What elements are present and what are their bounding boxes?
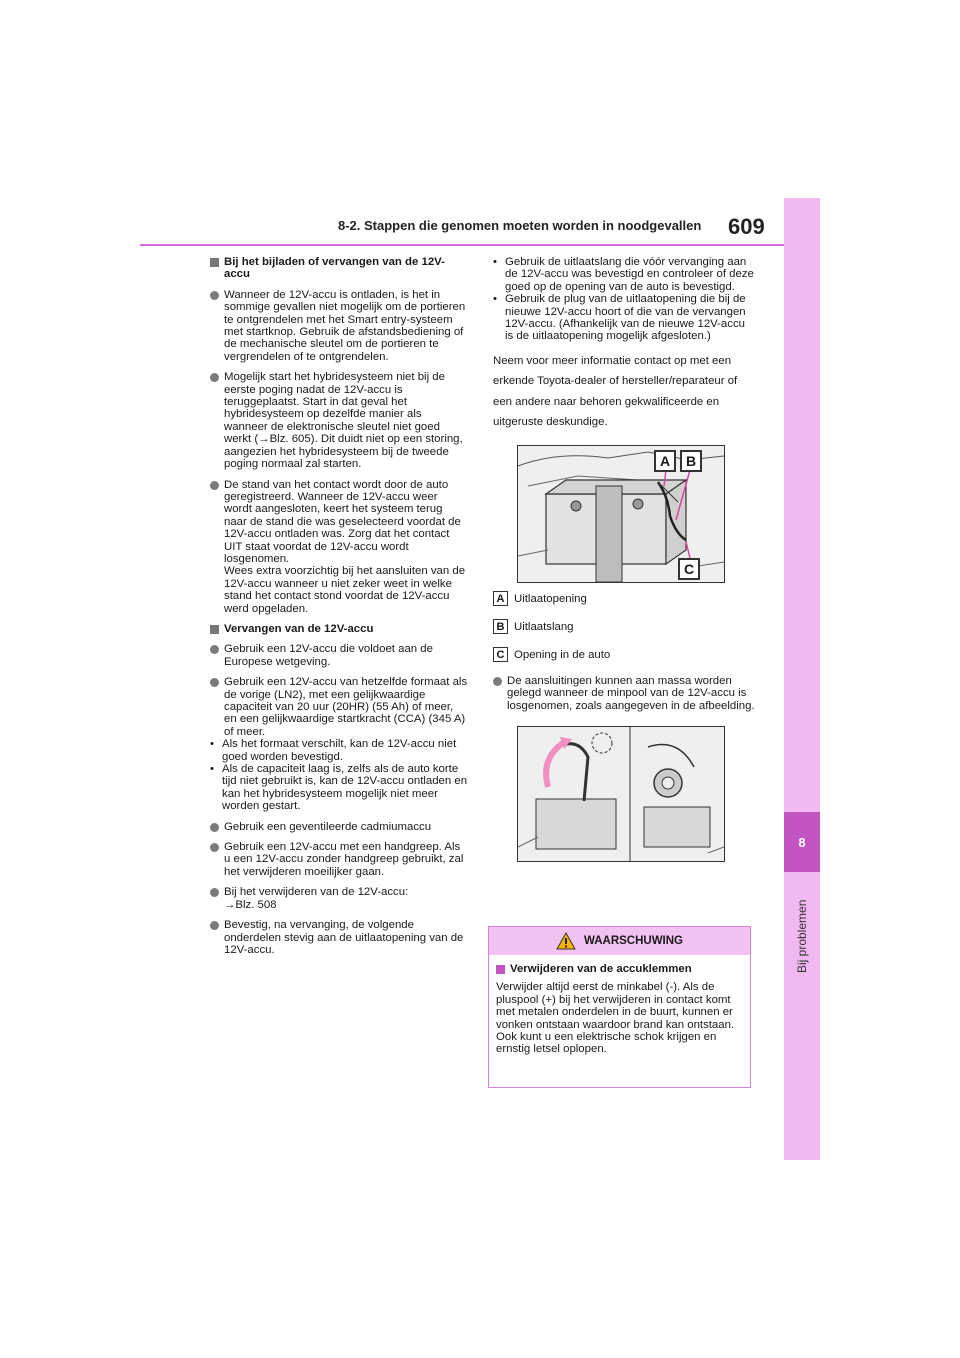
sub-list-item: • Als het formaat verschilt, kan de 12V-accu niet goed worden bevestigd. <box>210 738 457 763</box>
battery-vent-illustration <box>517 445 725 583</box>
legend-letter-b: B <box>493 619 508 634</box>
bullet-dot-icon <box>210 888 219 897</box>
bullet-dot-icon <box>210 373 219 382</box>
heading-square-icon <box>210 625 219 634</box>
section-heading: Vervangen van de 12V-accu <box>210 623 468 635</box>
warning-triangle-icon <box>556 932 576 950</box>
bullet-dot-icon <box>210 645 219 654</box>
list-item: De stand van het contact wordt door de auto geregistreerd. Wanneer de 12V-accu weer wordt aangesloten, keert het systeem terug naar de stand die was geselecteerd voordat de 12V-accu ontladen was. Zorg dat het contact UIT staat voordat de 12V-accu wordt losgenomen. Wees extra voorzichtig bij het aansluiten van de 12V-accu wanneer u niet zeker weet in welke stand het contact stond voordat de 12V-accu werd opgeladen. <box>210 479 468 615</box>
legend-item: C Opening in de auto <box>493 647 755 663</box>
chapter-label: Bij problemen <box>795 899 809 973</box>
sub-list-item: • Gebruik de plug van de uitlaatopening die bij de nieuwe 12V-accu hoort of die van de vervangen 12V-accu. (Afhankelijk van de nieuwe 12V-accu is de uitlaatopening mogelijk afgesloten.) <box>493 293 746 343</box>
bullet-extra-note: Wees extra voorzichtig bij het aansluiten van de 12V-accu wanneer u niet zeker weet in welke stand het contact stond voordat de 12V-accu werd opgeladen. <box>224 565 466 615</box>
bullet-dot-icon <box>210 823 219 832</box>
sub-bullet-list <box>210 738 468 812</box>
list-item: Bij het verwijderen van de 12V-accu: →Blz. 508 <box>210 886 468 911</box>
list-item: Bevestig, na vervanging, de volgende onderdelen stevig aan de uitlaatopening van de 12V-accu. <box>210 919 468 956</box>
callout-label-c: C <box>678 558 700 580</box>
right-column <box>493 256 755 872</box>
section-title: 8-2. Stappen die genomen moeten worden in noodgevallen <box>338 218 702 233</box>
list-item: Gebruik een 12V-accu die voldoet aan de Europese wetgeving. <box>210 643 468 668</box>
warning-text: Verwijder altijd eerst de minkabel (-). Als de pluspool (+) bij het verwijderen in contact komt met metalen onderdelen in de buurt, kunnen er vonken ontstaan waardoor brand kan ontstaan. Ook kunt u een elektrische schok krijgen en ernstig letsel oplopen. <box>496 981 735 1056</box>
bullet-dot-icon <box>210 843 219 852</box>
legend-letter-a: A <box>493 591 508 606</box>
contact-paragraph: Neem voor meer informatie contact op met een erkende Toyota-dealer of hersteller/reparateur of een andere naar behoren gekwalificeerde en uitgeruste deskundige. <box>493 354 738 429</box>
bullet-dot-icon <box>493 677 502 686</box>
bullet-dot-icon <box>210 921 219 930</box>
chapter-number-tab[interactable]: 8 <box>784 812 820 872</box>
terminal-drawing <box>518 727 724 861</box>
list-item: Gebruik een 12V-accu met een handgreep. Als u een 12V-accu zonder handgreep gebruikt, zal het verwijderen moeilijker gaan. <box>210 841 468 878</box>
section-heading: Bij het bijladen of vervangen van de 12V-accu <box>210 256 468 281</box>
heading-square-icon <box>496 965 505 974</box>
header-rule <box>140 244 784 246</box>
list-item: Wanneer de 12V-accu is ontladen, is het in sommige gevallen niet mogelijk om de portieren te ontgrendelen met het Smart entry-systeem met startknop. Gebruik de afstandsbediening of de mechanische sleutel om de portieren te vergrendelen of te ontgrendelen. <box>210 289 468 363</box>
callout-label-a: A <box>654 450 676 472</box>
bullet-dot-icon <box>210 291 219 300</box>
list-item: Gebruik een 12V-accu van hetzelfde formaat als de vorige (LN2), met een gelijkwaardige capaciteit van 20 uur (20HR) (55 Ah) of meer, en een gelijkwaardige startkracht (CCA) (345 A) of meer. <box>210 676 468 738</box>
page-reference-link[interactable]: →Blz. 508 <box>224 898 277 911</box>
sub-list-item: • Gebruik de uitlaatslang die vóór vervanging aan de 12V-accu was bevestigd en controleer of deze goed op de opening van de auto is bevestigd. <box>493 256 754 293</box>
sub-bullet-list <box>493 256 755 343</box>
warning-body <box>489 955 750 1064</box>
heading-square-icon <box>210 258 219 267</box>
legend-item: B Uitlaatslang <box>493 619 755 635</box>
list-item: De aansluitingen kunnen aan massa worden gelegd wanneer de minpool van de 12V-accu is losgenomen, zoals aangegeven in de afbeelding. <box>493 675 755 712</box>
legend-letter-c: C <box>493 647 508 662</box>
page-number: 609 <box>728 214 765 239</box>
warning-heading: Verwijderen van de accuklemmen <box>496 963 743 975</box>
terminal-grounding-illustration <box>517 726 725 862</box>
warning-header <box>489 927 750 955</box>
bullet-dot-icon <box>210 678 219 687</box>
list-item: Gebruik een geventileerde cadmiumaccu <box>210 821 468 833</box>
callout-label-b: B <box>680 450 702 472</box>
bullet-dot-icon <box>210 481 219 490</box>
warning-box <box>488 926 751 1088</box>
warning-title: WAARSCHUWING <box>583 935 684 947</box>
list-item: Mogelijk start het hybridesysteem niet bij de eerste poging nadat de 12V-accu is teruggeplaatst. Start in dat geval het hybridesysteem op dezelfde manier als wanneer de elektronische sleutel niet goed werkt (→Blz. 605). Dit duidt niet op een storing, aangezien het hybridesysteem bij de tweede poging normaal zal starten. <box>210 371 468 470</box>
chapter-side-strip <box>784 198 820 1160</box>
sub-list-item: • Als de capaciteit laag is, zelfs als de auto korte tijd niet gebruikt is, kan de 12V-accu ontladen en kan het hybridesysteem mogelijk niet meer worden gestart. <box>210 763 468 813</box>
left-column <box>210 256 468 964</box>
legend-item: A Uitlaatopening <box>493 591 755 607</box>
